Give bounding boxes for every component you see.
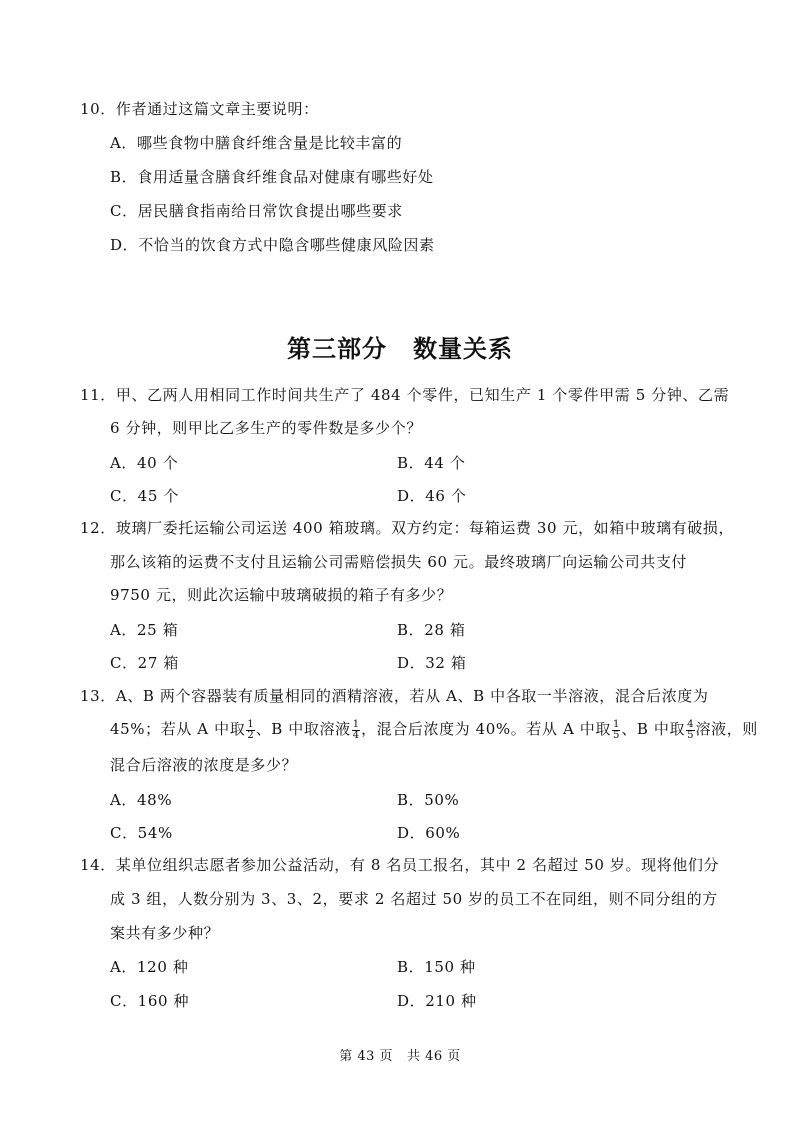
question-12-line-2: 那么该箱的运费不支付且运输公司需赔偿损失 60 元。最终玻璃厂向运输公司共支付 [110, 553, 688, 571]
page-footer [0, 1048, 800, 1066]
question-10-option-c: C．居民膳食指南给日常饮食提出哪些要求 [110, 202, 403, 220]
fraction-numerator: 1 [612, 718, 620, 730]
question-13-line-3: 混合后溶液的浓度是多少？ [110, 756, 298, 774]
question-12-option-b: B．28 箱 [397, 621, 466, 639]
question-10-option-d: D．不恰当的饮食方式中隐含哪些健康风险因素 [110, 236, 435, 254]
question-13-text-segment: 、B 中取 [621, 720, 686, 738]
question-11-line-1: 11．甲、乙两人用相同工作时间共生产了 484 个零件，已知生产 1 个零件甲需 5 分钟、乙需 [80, 386, 730, 404]
question-13-text-segment: 溶液，则 [695, 720, 758, 738]
question-13-option-a: A．48% [110, 791, 173, 809]
question-11-line-2: 6 分钟，则甲比乙多生产的零件数是多少个？ [110, 419, 422, 437]
question-14-option-b: B．150 种 [397, 958, 476, 976]
page-total: 共 46 页 [407, 1049, 461, 1064]
question-10-stem: 10．作者通过这篇文章主要说明： [80, 100, 319, 118]
question-13-line-2 [110, 719, 758, 741]
question-12-option-a: A．25 箱 [110, 621, 179, 639]
question-10-option-a: A．哪些食物中膳食纤维含量是比较丰富的 [110, 134, 403, 152]
fraction-one-half [246, 720, 254, 741]
question-12-option-d: D．32 箱 [397, 654, 467, 672]
fraction-four-fifths [686, 720, 694, 741]
section-part: 第三部分 [287, 335, 387, 363]
question-14-line-3: 案共有多少种？ [110, 924, 220, 942]
question-14-option-a: A．120 种 [110, 958, 189, 976]
question-11-option-a: A．40 个 [110, 454, 179, 472]
question-13-option-c: C．54% [110, 824, 173, 842]
question-13-option-d: D．60% [397, 824, 461, 842]
fraction-numerator: 4 [687, 718, 694, 730]
question-12-line-3: 9750 元，则此次运输中玻璃破损的箱子有多少？ [110, 586, 453, 604]
question-13-text-segment: 45%；若从 A 中取 [110, 720, 246, 738]
question-12-option-c: C．27 箱 [110, 654, 179, 672]
question-13-text-segment: ，混合后浓度为 40%。若从 A 中取 [361, 720, 611, 738]
section-name: 数量关系 [413, 335, 513, 363]
question-11-option-b: B．44 个 [397, 454, 466, 472]
question-13-text-segment: 、B 中取溶液 [255, 720, 351, 738]
section-title [0, 333, 800, 365]
question-14-option-c: C．160 种 [110, 992, 190, 1010]
fraction-denominator: 5 [687, 729, 694, 741]
question-14-line-2: 成 3 组，人数分别为 3、3、2，要求 2 名超过 50 岁的员工不在同组，则不同分组的方 [110, 890, 718, 908]
fraction-denominator: 5 [612, 729, 620, 741]
fraction-numerator: 1 [247, 718, 254, 730]
fraction-one-fifth [612, 720, 620, 741]
question-11-option-c: C．45 个 [110, 487, 179, 505]
fraction-denominator: 2 [247, 729, 254, 741]
fraction-one-quarter [352, 720, 360, 741]
question-13-line-1: 13．A、B 两个容器装有质量相同的酒精溶液，若从 A、B 中各取一半溶液，混合后浓度为 [80, 687, 709, 705]
fraction-denominator: 4 [352, 729, 360, 741]
question-10-option-b: B．食用适量含膳食纤维食品对健康有哪些好处 [110, 168, 434, 186]
question-12-line-1: 12．玻璃厂委托运输公司运送 400 箱玻璃。双方约定：每箱运费 30 元，如箱中玻璃有破损， [80, 519, 735, 537]
page-number: 第 43 页 [339, 1049, 393, 1064]
question-13-option-b: B．50% [397, 791, 460, 809]
fraction-numerator: 1 [352, 718, 360, 730]
question-11-option-d: D．46 个 [397, 487, 467, 505]
question-14-line-1: 14．某单位组织志愿者参加公益活动，有 8 名员工报名，其中 2 名超过 50 岁。现将他们分 [80, 856, 720, 874]
question-14-option-d: D．210 种 [397, 992, 477, 1010]
